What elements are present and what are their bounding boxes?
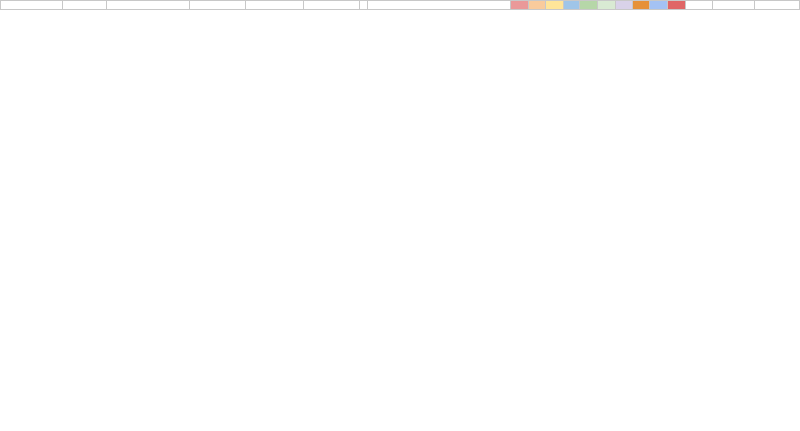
caust-header[interactable] — [633, 1, 650, 10]
recipe-2-header[interactable] — [245, 1, 303, 10]
recipe-1-header[interactable] — [189, 1, 245, 10]
recipe-3-header[interactable] — [304, 1, 360, 10]
asphyx-header[interactable] — [650, 1, 668, 10]
color-header[interactable] — [712, 1, 754, 10]
sheet-body — [1, 1, 800, 10]
notes-header[interactable] — [368, 1, 511, 10]
od-effect-header[interactable] — [107, 1, 189, 10]
radiat-header[interactable] — [598, 1, 616, 10]
toxin-header[interactable] — [616, 1, 633, 10]
examine-header[interactable] — [754, 1, 799, 10]
brute-header[interactable] — [510, 1, 528, 10]
name-header[interactable] — [1, 1, 63, 10]
header-row — [1, 1, 800, 10]
poison-header[interactable] — [580, 1, 598, 10]
spacer-header[interactable] — [686, 1, 712, 10]
overdose-header[interactable] — [63, 1, 107, 10]
bloodloss-header[interactable] — [668, 1, 686, 10]
count-header[interactable] — [360, 1, 368, 10]
cold-header[interactable] — [564, 1, 580, 10]
heat-header[interactable] — [528, 1, 545, 10]
chemistry-spreadsheet — [0, 0, 800, 10]
shock-header[interactable] — [545, 1, 563, 10]
